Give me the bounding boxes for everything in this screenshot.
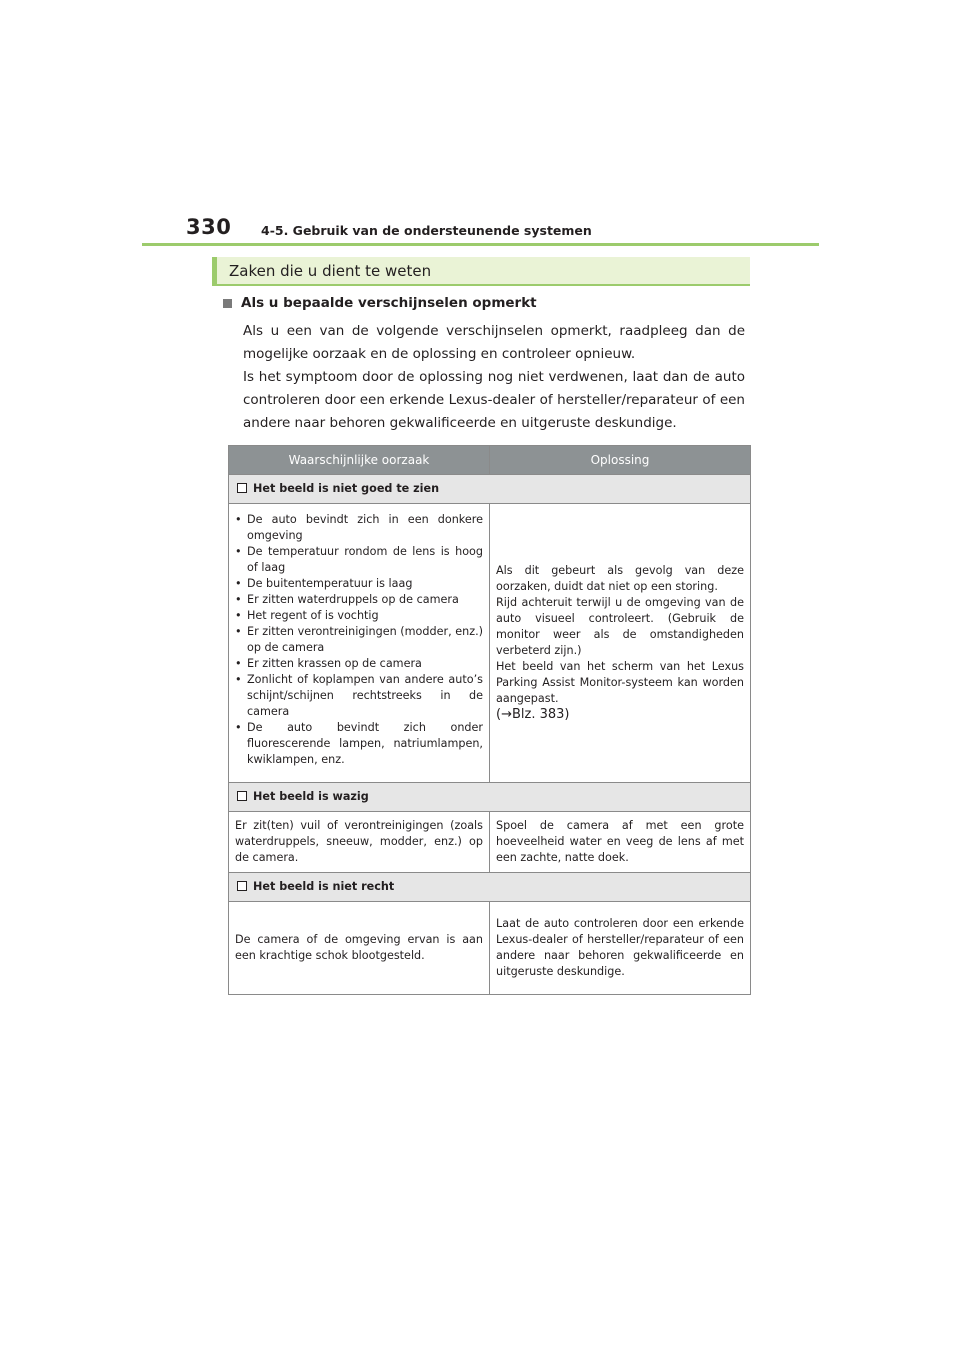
subheading xyxy=(223,295,537,311)
group-title: Het beeld is wazig xyxy=(253,790,369,803)
group-title: Het beeld is niet goed te zien xyxy=(253,482,440,495)
list-item: • De auto bevindt zich in een donkere omgeving xyxy=(235,512,483,544)
table-row xyxy=(229,504,751,783)
solution-line: Rijd achteruit terwijl u de omgeving van de auto visueel controleert. (Gebruik de monitor weer als de omstandigheden verbeterd zijn.) xyxy=(496,596,744,657)
solution-cell: Spoel de camera af met een grote hoeveelheid water en veeg de lens af met een zachte, natte doek. xyxy=(490,812,751,873)
checkbox-icon xyxy=(237,483,247,493)
solution-cell: Laat de auto controleren door een erkende Lexus-dealer of hersteller/reparateur of een andere naar behoren gekwalificeerde en uitgeruste deskundige. xyxy=(490,902,751,995)
list-item: • Er zitten verontreinigingen (modder, enz.) op de camera xyxy=(235,624,483,656)
section-title: Zaken die u dient te weten xyxy=(229,262,432,280)
solution-line: Het beeld van het scherm van het Lexus Parking Assist Monitor-systeem kan worden aangepast. xyxy=(496,660,744,705)
cause-cell: De camera of de omgeving ervan is aan een krachtige schok blootgesteld. xyxy=(229,902,490,995)
group-row xyxy=(229,783,751,812)
page-number: 330 xyxy=(186,215,232,239)
list-item: • De buitentemperatuur is laag xyxy=(235,576,483,592)
table-row xyxy=(229,902,751,995)
cause-cell: Er zit(ten) vuil of verontreinigingen (zoals waterdruppels, sneeuw, modder, enz.) op de camera. xyxy=(229,812,490,873)
list-item: • Het regent of is vochtig xyxy=(235,608,483,624)
list-item: • Er zitten krassen op de camera xyxy=(235,656,483,672)
intro-paragraph: Als u een van de volgende verschijnselen opmerkt, raadpleeg dan de mogelijke oorzaak en de oplossing en controleer opnieuw. xyxy=(243,323,745,362)
header-rule xyxy=(142,243,819,246)
list-item: • Er zitten waterdruppels op de camera xyxy=(235,592,483,608)
advice-paragraph: Is het symptoom door de oplossing nog niet verdwenen, laat dan de auto controleren door een erkende Lexus-dealer of hersteller/reparateur of een andere naar behoren gekwalificeerde en uitgeruste deskundige. xyxy=(243,369,745,431)
cause-list xyxy=(235,512,483,768)
solution-line: Als dit gebeurt als gevolg van deze oorzaken, duidt dat niet op een storing. xyxy=(496,564,744,593)
group-row xyxy=(229,873,751,902)
section-heading-box xyxy=(212,257,750,286)
chapter-title: 4-5. Gebruik van de ondersteunende systemen xyxy=(261,223,592,238)
checkbox-icon xyxy=(237,881,247,891)
table-row xyxy=(229,812,751,873)
checkbox-icon xyxy=(237,791,247,801)
column-header-solution: Oplossing xyxy=(490,446,751,475)
square-bullet-icon xyxy=(223,299,232,308)
list-item: • Zonlicht of koplampen van andere auto’s schijnt/schijnen rechtstreeks in de camera xyxy=(235,672,483,720)
group-row xyxy=(229,475,751,504)
list-item: • De auto bevindt zich onder fluorescerende lampen, natriumlampen, kwiklampen, enz. xyxy=(235,720,483,768)
group-title: Het beeld is niet recht xyxy=(253,880,395,893)
subheading-text: Als u bepaalde verschijnselen opmerkt xyxy=(241,295,537,311)
column-header-cause: Waarschijnlijke oorzaak xyxy=(229,446,490,475)
list-item: • De temperatuur rondom de lens is hoog of laag xyxy=(235,544,483,576)
page-reference: (→Blz. 383) xyxy=(496,707,570,722)
troubleshooting-table xyxy=(228,445,751,995)
